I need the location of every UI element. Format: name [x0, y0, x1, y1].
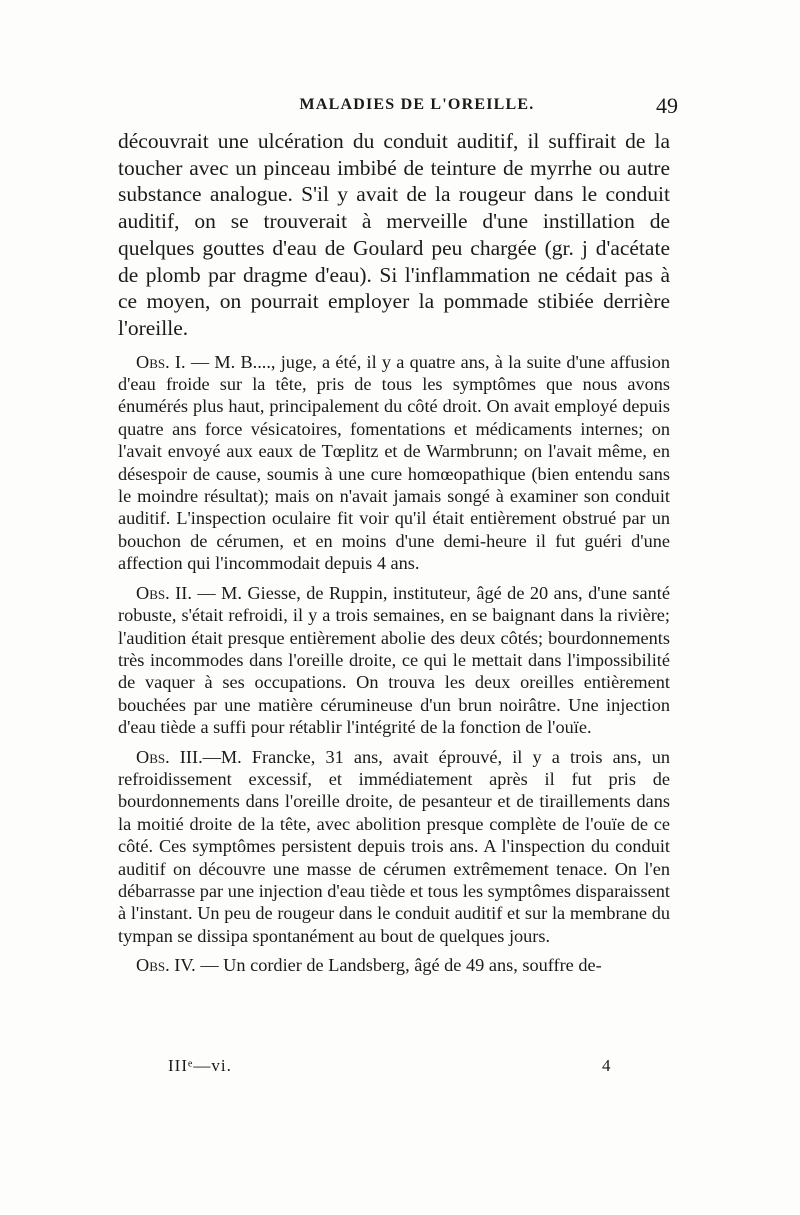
observation-text: — M. B...., juge, a été, il y a quatre ans, à la suite d'une affusion d'eau froide sur la tête, pris de tous les symptômes que nous avons énumérés plus haut, principalement du côté droit. On avait employé depuis quatre ans force vésicatoires, fomentations et médicaments internes; on l'avait envoyé aux eaux de Tœplitz et de Warmbrunn; on l'avait même, en désespoir de cause, soumis à une cure homœopathique (bien entendu sans le moindre résultat); mais on n'avait jamais songé à examiner son conduit auditif. L'inspection oculaire fit voir qu'il était entièrement obstrué par un bouchon de cérumen, et en moins d'une demi-heure il fut guéri d'une affection qui l'incommodait depuis 4 ans. [118, 351, 670, 574]
page-header [118, 93, 686, 126]
observation-label: Obs. II. [136, 582, 192, 603]
sheet-number: 4 [602, 1056, 611, 1075]
observation-text: —M. Francke, 31 ans, avait éprouvé, il y a trois ans, un refroidissement excessif, et immédiatement après il fut pris de bourdonnements dans l'oreille droite, de pesanteur et de tiraillements dans la moitié droite de la tête, avec abolition presque complète de l'ouïe de ce côté. Ces symptômes persistent depuis trois ans. A l'inspection du conduit auditif on découvre une masse de cérumen extrêmement tenace. On l'en débarrasse par une injection d'eau tiède et tous les symptômes disparaissent à l'instant. Un peu de rougeur dans le conduit auditif et sur la membrane du tympan se dissipa spontanément au bout de quelques jours. [118, 746, 670, 946]
observation-2 [118, 582, 670, 739]
observation-text: — M. Giesse, de Ruppin, instituteur, âgé de 20 ans, d'une santé robuste, s'était refroidi, il y a trois semaines, en se baignant dans la rivière; l'audition était presque entièrement abolie des deux côtés; bourdonnements très incommodes dans l'oreille droite, ce qui le mettait dans l'impossibilité de vaquer à ses occupations. On trouva les deux oreilles entièrement bouchées par une matière cérumineuse d'un brun noirâtre. Une injection d'eau tiède a suffi pour rétablir l'intégrité de la fonction de l'ouïe. [118, 582, 670, 738]
body-text [118, 128, 670, 977]
observation-label: Obs. IV. [136, 955, 196, 976]
observation-1 [118, 351, 670, 575]
observation-3 [118, 746, 670, 948]
running-head: MALADIES DE L'OREILLE. [299, 96, 535, 113]
observation-label: Obs. I. [136, 351, 186, 372]
observation-text: — Un cordier de Landsberg, âgé de 49 ans, souffre de- [195, 955, 602, 976]
observation-label: Obs. III. [136, 746, 203, 767]
observation-4 [118, 954, 670, 976]
lead-paragraph: découvrait une ulcération du conduit auditif, il suffirait de la toucher avec un pinceau imbibé de teinture de myrrhe ou autre substance analogue. S'il y avait de la rougeur dans le conduit auditif, on se trouverait à merveille d'une instillation de quelques gouttes d'eau de Goulard peu chargée (gr. j d'acétate de plomb par dragme d'eau). Si l'inflammation ne cédait pas à ce moyen, on pourrait employer la pommade stibiée derrière l'oreille. [118, 129, 670, 340]
printer-signature: IIIᵉ—vi. [168, 1056, 232, 1075]
page-footer [118, 1056, 670, 1082]
page-number: 49 [656, 93, 678, 118]
